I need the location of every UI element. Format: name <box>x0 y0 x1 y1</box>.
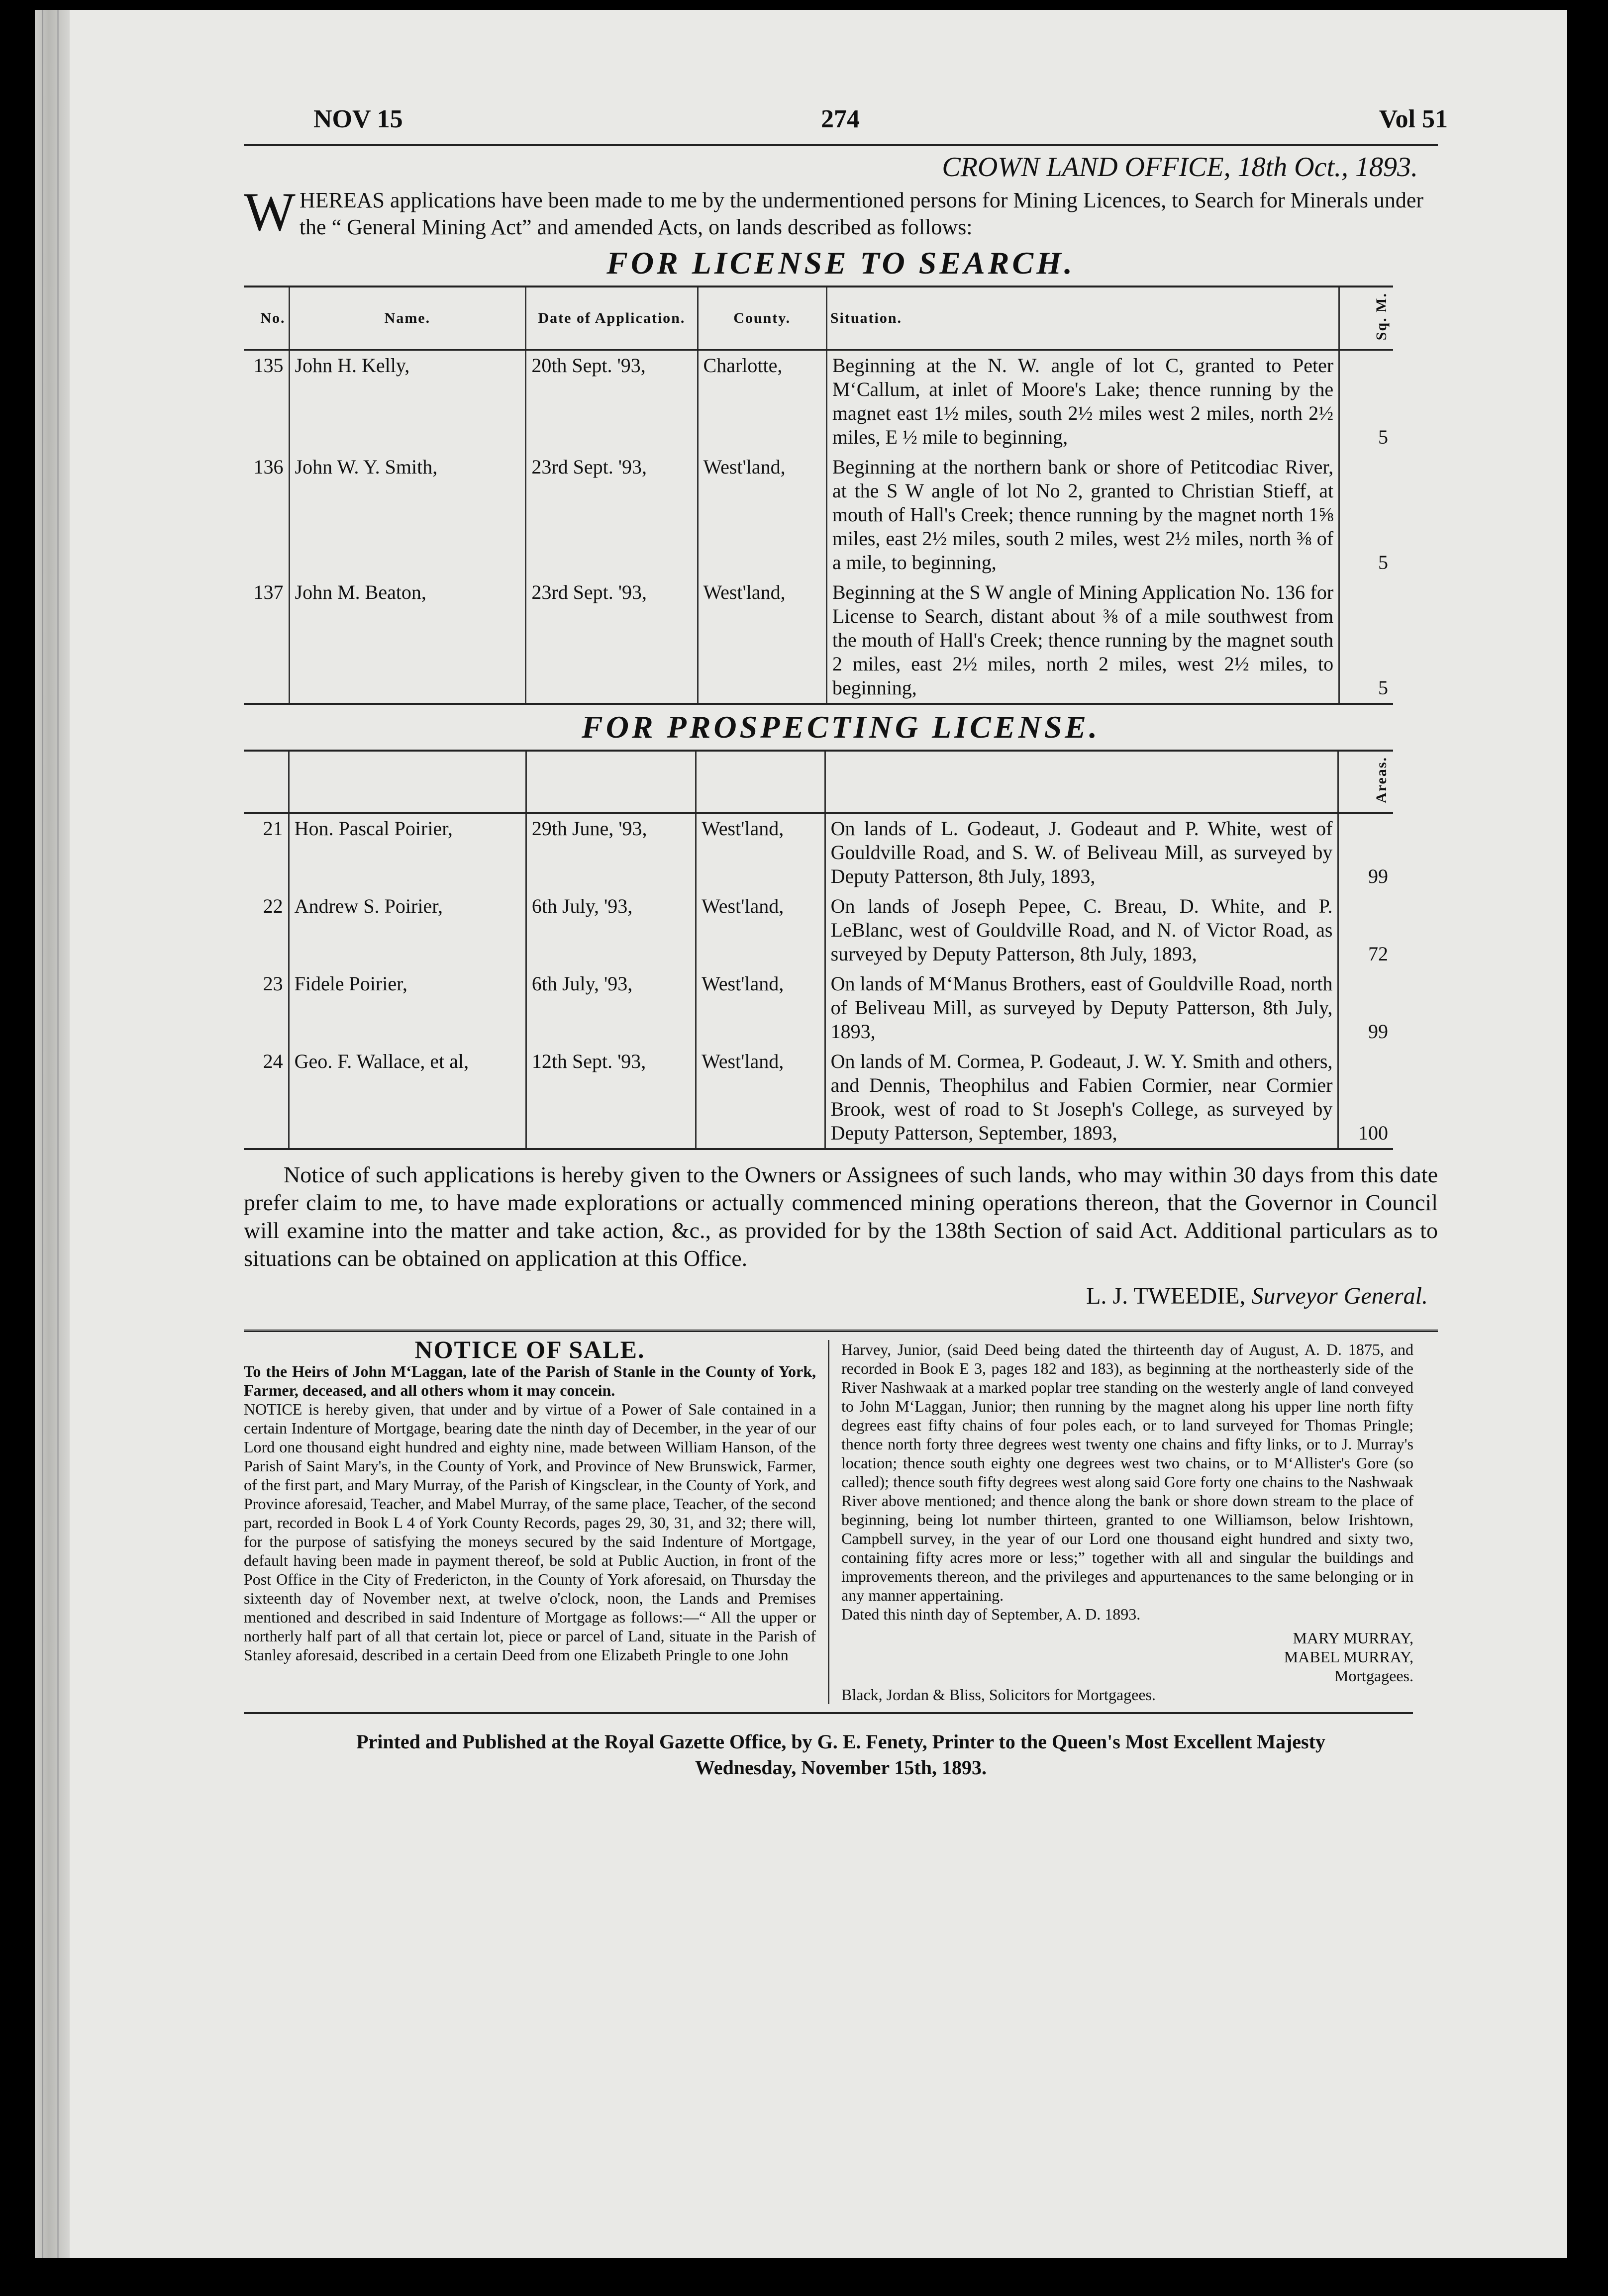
volume-number: Vol 51 <box>1379 105 1448 133</box>
table-header-row <box>244 751 1393 813</box>
row-date: 23rd Sept. '93, <box>526 452 698 577</box>
row-no: 23 <box>244 969 289 1047</box>
row-date: 29th June, '93, <box>526 813 696 892</box>
col-county <box>696 751 825 813</box>
row-county: Charlotte, <box>698 350 826 453</box>
gazette-page <box>35 10 1567 2258</box>
table-row <box>244 1047 1393 1149</box>
col-no <box>244 751 289 813</box>
row-situation: On lands of M‘Manus Brothers, east of Gouldville Road, north of Beliveau Mill, as surveyed by Deputy Patterson, 8th July, 1893, <box>825 969 1338 1047</box>
solicitors-line: Black, Jordan & Bliss, Solicitors for Mortgagees. <box>841 1686 1156 1704</box>
row-area: 5 <box>1378 676 1388 699</box>
signatory-title: Surveyor General. <box>1251 1283 1428 1310</box>
row-name: Hon. Pascal Poirier, <box>289 813 526 892</box>
row-name: John M. Beaton, <box>289 577 526 704</box>
row-name: John W. Y. Smith, <box>289 452 526 577</box>
footer-publisher: Printed and Published at the Royal Gazette Office, by G. E. Fenety, Printer to the Queen's Most Excellent Majesty <box>356 1730 1325 1753</box>
row-county: West'land, <box>698 577 826 704</box>
row-county: West'land, <box>696 891 825 969</box>
col-situation <box>825 751 1338 813</box>
row-date: 6th July, '93, <box>526 969 696 1047</box>
footer-rule <box>244 1712 1413 1714</box>
search-rows <box>244 350 1393 704</box>
footer-date: Wednesday, November 15th, 1893. <box>695 1756 987 1779</box>
notice-paragraph: Notice of such applications is hereby given to the Owners or Assignees of such lands, who may within 30 days from this date prefer claim to me, to have made explorations or actually commenced mining operations thereon, that the Governor in Council will examine into the matter and take action, &c., as provided for by the 138th Section of said Act. Additional particulars as to situations can be obtained on application at this Office. <box>244 1162 1438 1271</box>
col-area-label: Sq. M. <box>1373 292 1390 341</box>
intro-paragraph <box>244 182 1438 242</box>
row-area: 5 <box>1378 551 1388 574</box>
col-area <box>1339 287 1393 350</box>
search-section-title: FOR LICENSE TO SEARCH. <box>606 245 1075 281</box>
sale-title: NOTICE OF SALE. <box>414 1336 645 1364</box>
surveyor-signature <box>244 1282 1438 1310</box>
col-area <box>1338 751 1393 813</box>
table-row <box>244 969 1393 1047</box>
mortgagee-one: MARY MURRAY, <box>1293 1629 1413 1647</box>
row-date: 6th July, '93, <box>526 891 696 969</box>
sale-dated: Dated this ninth day of September, A. D. 1893. <box>841 1605 1141 1624</box>
row-county: West'land, <box>696 1047 825 1149</box>
col-date: Date of Application. <box>526 287 698 350</box>
row-area: 72 <box>1368 943 1388 965</box>
row-area: 99 <box>1368 865 1388 888</box>
mortgagee-two: MABEL MURRAY, <box>1284 1648 1413 1666</box>
row-name: Fidele Poirier, <box>289 969 526 1047</box>
table-row <box>244 350 1393 453</box>
page-footer <box>244 1729 1438 1781</box>
row-name: Geo. F. Wallace, et al, <box>289 1047 526 1149</box>
sale-right-column <box>829 1340 1413 1704</box>
table-header-row <box>244 287 1393 350</box>
row-county: West'land, <box>698 452 826 577</box>
row-area: 99 <box>1368 1020 1388 1043</box>
search-license-table <box>244 286 1393 705</box>
sale-address: To the Heirs of John M‘Laggan, late of the Parish of Stanle in the County of York, Farmer, deceased, and all others whom it may concein. <box>244 1362 816 1400</box>
row-no: 136 <box>244 452 289 577</box>
col-name: Name. <box>289 287 526 350</box>
row-date: 23rd Sept. '93, <box>526 577 698 704</box>
row-no: 135 <box>244 350 289 453</box>
prospect-rows <box>244 813 1393 1149</box>
page-binding <box>35 10 70 2258</box>
prospect-section-title: FOR PROSPECTING LICENSE. <box>582 709 1100 745</box>
table-row <box>244 813 1393 892</box>
col-area-label: Areas. <box>1373 757 1390 804</box>
issue-date: NOV 15 <box>313 105 403 133</box>
sale-left-text: NOTICE is hereby given, that under and by virtue of a Power of Sale contained in a certain Indenture of Mortgage, bearing date the ninth day of December, in the year of our Lord one thousand eight hundred and eighty nine, made between William Hanson, of the Parish of Saint Mary's, in the County of York, and Province of New Brunswick, Farmer, of the first part, and Mary Murray, of the Parish of Kingsclear, in the County of York, and Province aforesaid, Teacher, and Mabel Murray, of the same place, Teacher, of the second part, recorded in Book L 4 of York County Records, pages 29, 30, 31, and 32; there will, for the purpose of satisfying the moneys secured by the said Indenture of Mortgage, default having been made in payment thereof, be sold at Public Auction, in front of the Post Office in the City of Fredericton, in the County of York aforesaid, on Thursday the sixteenth day of November next, at twelve o'clock, noon, the Lands and Premises mentioned and described in said Indenture of Mortgage as follows:—“ All the upper or northerly half part of all that certain lot, piece or parcel of Land, situate in the Parish of Stanley aforesaid, described in a certain Deed from one Elizabeth Pringle to one John <box>244 1400 816 1664</box>
prospecting-license-table <box>244 750 1393 1150</box>
intro-text: HEREAS applications have been made to me by the undermentioned persons for Mining Licences, to Search for Minerals under the “ General Mining Act” and amended Acts, on lands described as follows: <box>299 188 1424 239</box>
page-number: 274 <box>821 105 860 133</box>
office-line: CROWN LAND OFFICE, 18th Oct., 1893. <box>942 152 1418 183</box>
mortgagees-label: Mortgagees. <box>1334 1667 1413 1685</box>
row-situation: On lands of M. Cormea, P. Godeaut, J. W. Y. Smith and others, and Dennis, Theophilus and Fabien Cormier, near Cormier Brook, west of road to St Joseph's College, as surveyed by Deputy Patterson, September, 1893, <box>825 1047 1338 1149</box>
row-area: 100 <box>1358 1122 1388 1145</box>
row-no: 21 <box>244 813 289 892</box>
row-county: West'land, <box>696 813 825 892</box>
row-date: 12th Sept. '93, <box>526 1047 696 1149</box>
row-date: 20th Sept. '93, <box>526 350 698 453</box>
col-date <box>526 751 696 813</box>
table-row <box>244 577 1393 704</box>
row-no: 137 <box>244 577 289 704</box>
drop-cap: W <box>244 182 296 242</box>
signatory-name: L. J. TWEEDIE, <box>1086 1283 1246 1310</box>
table-row <box>244 452 1393 577</box>
sale-left-column <box>244 1336 829 1704</box>
row-situation: Beginning at the northern bank or shore of Petitcodiac River, at the S W angle of lot No 2, granted to Christian Stieff, at mouth of Hall's Creek; thence running by the magnet north 1⅝ miles, east 2½ miles, south 2 miles, west 2½ miles, north ⅜ of a mile, to beginning, <box>826 452 1339 577</box>
row-area: 5 <box>1378 426 1388 449</box>
row-situation: Beginning at the S W angle of Mining Application No. 136 for License to Search, distant about ⅜ of a mile southwest from the mouth of Hall's Creek; thence running by the magnet south 2 miles, east 2½ miles, north 2 miles, west 2½ miles, to beginning, <box>826 577 1339 704</box>
page-content <box>244 104 1448 1781</box>
row-county: West'land, <box>696 969 825 1047</box>
header-rule <box>244 144 1438 146</box>
row-situation: On lands of L. Godeaut, J. Godeaut and P. White, west of Gouldville Road, and S. W. of Beliveau Mill, as surveyed by Deputy Patterson, 8th July, 1893, <box>825 813 1338 892</box>
page-header <box>244 104 1448 144</box>
col-no: No. <box>244 287 289 350</box>
mortgagee-signatures <box>841 1628 1413 1685</box>
col-name <box>289 751 526 813</box>
row-no: 24 <box>244 1047 289 1149</box>
notice-of-sale <box>244 1330 1438 1704</box>
col-situation: Situation. <box>826 287 1339 350</box>
sale-right-text: Harvey, Junior, (said Deed being dated the thirteenth day of August, A. D. 1875, and recorded in Book E 3, pages 182 and 183), as beginning at the northeasterly side of the River Nashwaak at a marked poplar tree standing on the westerly angle of land conveyed to John M‘Laggan, Junior; then running by the magnet along his upper line north fifty degrees east fifty chains of four poles each, or to land surveyed for Thomas Pringle; thence north forty three degrees west twenty one chains and fifty links, or to J. Murray's location; thence south eighty one degrees west two chains, or to M‘Allister's Gore (so called); thence south fifty degrees west along said Gore forty one chains to the Nashwaak River above mentioned; and thence along the bank or shore down stream to the place of beginning, being lot number thirteen, granted to one Williamson, below Irishtown, Campbell survey, in the year of our Lord one thousand eight hundred and sixty two, containing fifty acres more or less;” together with all and singular the buildings and improvements thereon, and the privileges and appurtenances to the same belonging or in any manner appertaining. <box>841 1340 1413 1605</box>
col-county: County. <box>698 287 826 350</box>
row-situation: Beginning at the N. W. angle of lot C, granted to Peter M‘Callum, at inlet of Moore's Lake; thence running by the magnet east 1½ miles, south 2½ miles west 2 miles, north 2½ miles, E ½ mile to beginning, <box>826 350 1339 453</box>
row-name: John H. Kelly, <box>289 350 526 453</box>
table-row <box>244 891 1393 969</box>
row-name: Andrew S. Poirier, <box>289 891 526 969</box>
row-no: 22 <box>244 891 289 969</box>
row-situation: On lands of Joseph Pepee, C. Breau, D. White, and P. LeBlanc, west of Gouldville Road, and N. of Victor Road, as surveyed by Deputy Patterson, 8th July, 1893, <box>825 891 1338 969</box>
